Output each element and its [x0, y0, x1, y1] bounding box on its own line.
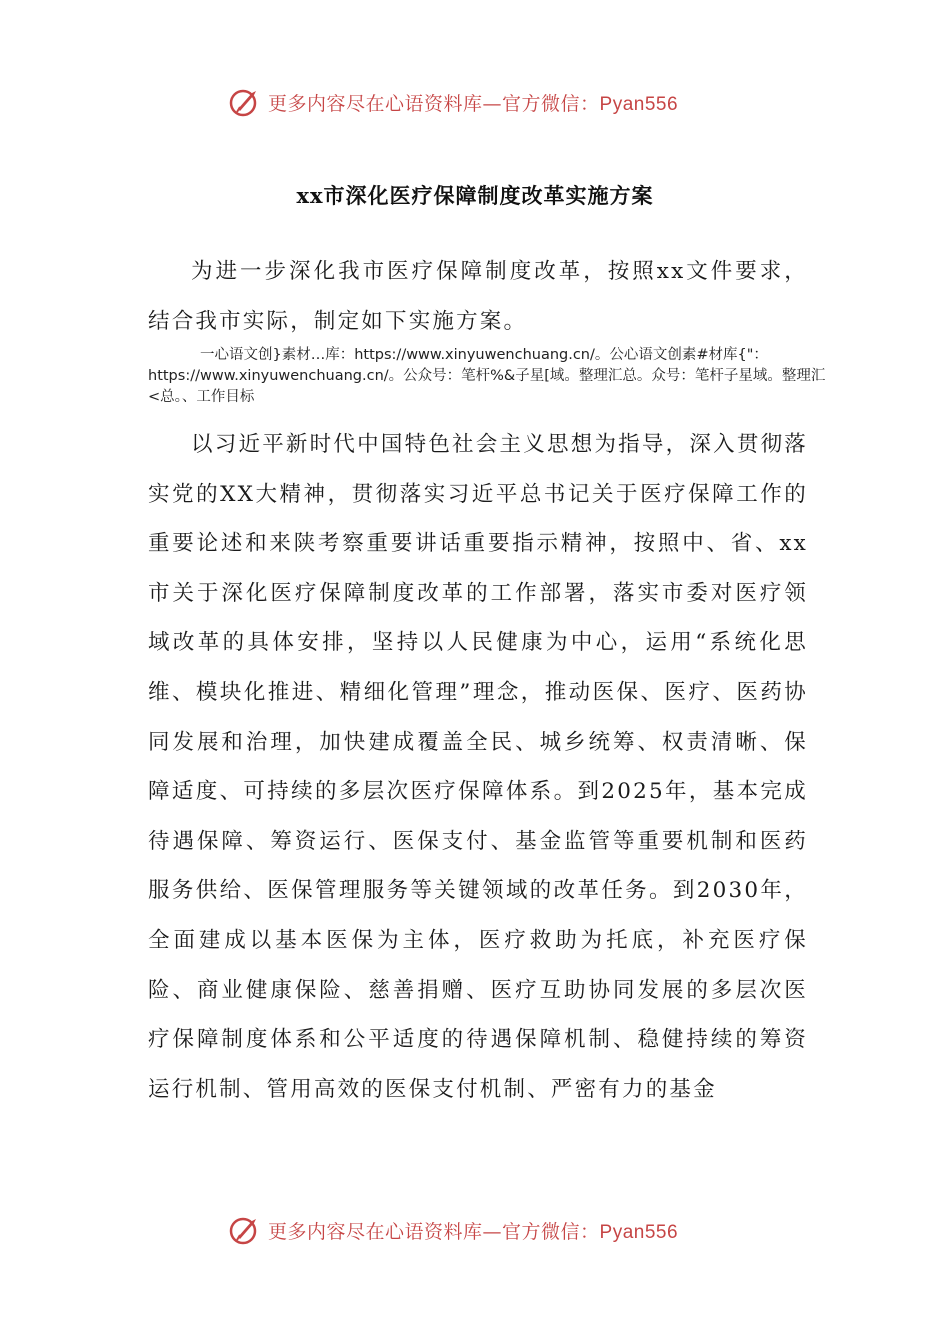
wechat-id: Pyan556	[599, 1221, 679, 1243]
footer-banner	[228, 1212, 748, 1248]
watermark-text: 一心语文创}素材…库：https://www.xinyuwenchuang.cn/。公心语文创素#材库{"：https://www.xinyuwenchuang.cn/。公众号：笔杆%&子星[域。整理汇总。众号：笔杆子星域。整理汇<总。、工作目标	[148, 347, 826, 405]
document-title: xx市深化医疗保障制度改革实施方案	[296, 183, 654, 208]
pen-nib-circle-icon	[228, 1213, 262, 1247]
banner-text: 更多内容尽在心语资料库—官方微信：Pyan556	[268, 1220, 679, 1243]
wechat-id: Pyan556	[599, 93, 679, 115]
pen-nib-circle-icon	[228, 85, 262, 119]
intro-paragraph: 为进一步深化我市医疗保障制度改革，按照xx文件要求，结合我市实际，制定如下实施方案。	[148, 259, 808, 334]
banner-text: 更多内容尽在心语资料库—官方微信：Pyan556	[268, 92, 679, 115]
header-banner	[228, 84, 748, 120]
body-paragraph: 以习近平新时代中国特色社会主义思想为指导，深入贯彻落实党的XX大精神，贯彻落实习近平总书记关于医疗保障工作的重要论述和来陕考察重要讲话重要指示精神，按照中、省、xx市关于深化医疗保障制度改革的工作部署，落实市委对医疗领域改革的具体安排，坚持以人民健康为中心，运用“系统化思维、模块化推进、精细化管理”理念，推动医保、医疗、医药协同发展和治理，加快建成覆盖全民、城乡统筹、权责清晰、保障适度、可持续的多层次医疗保障体系。到2025年，基本完成待遇保障、筹资运行、医保支付、基金监管等重要机制和医药服务供给、医保管理服务等关键领域的改革任务。到2030年，全面建成以基本医保为主体，医疗救助为托底，补充医疗保险、商业健康保险、慈善捐赠、医疗互助协同发展的多层次医疗保障制度体系和公平适度的待遇保障机制、稳健持续的筹资运行机制、管用高效的医保支付机制、严密有力的基金	[148, 432, 808, 1102]
